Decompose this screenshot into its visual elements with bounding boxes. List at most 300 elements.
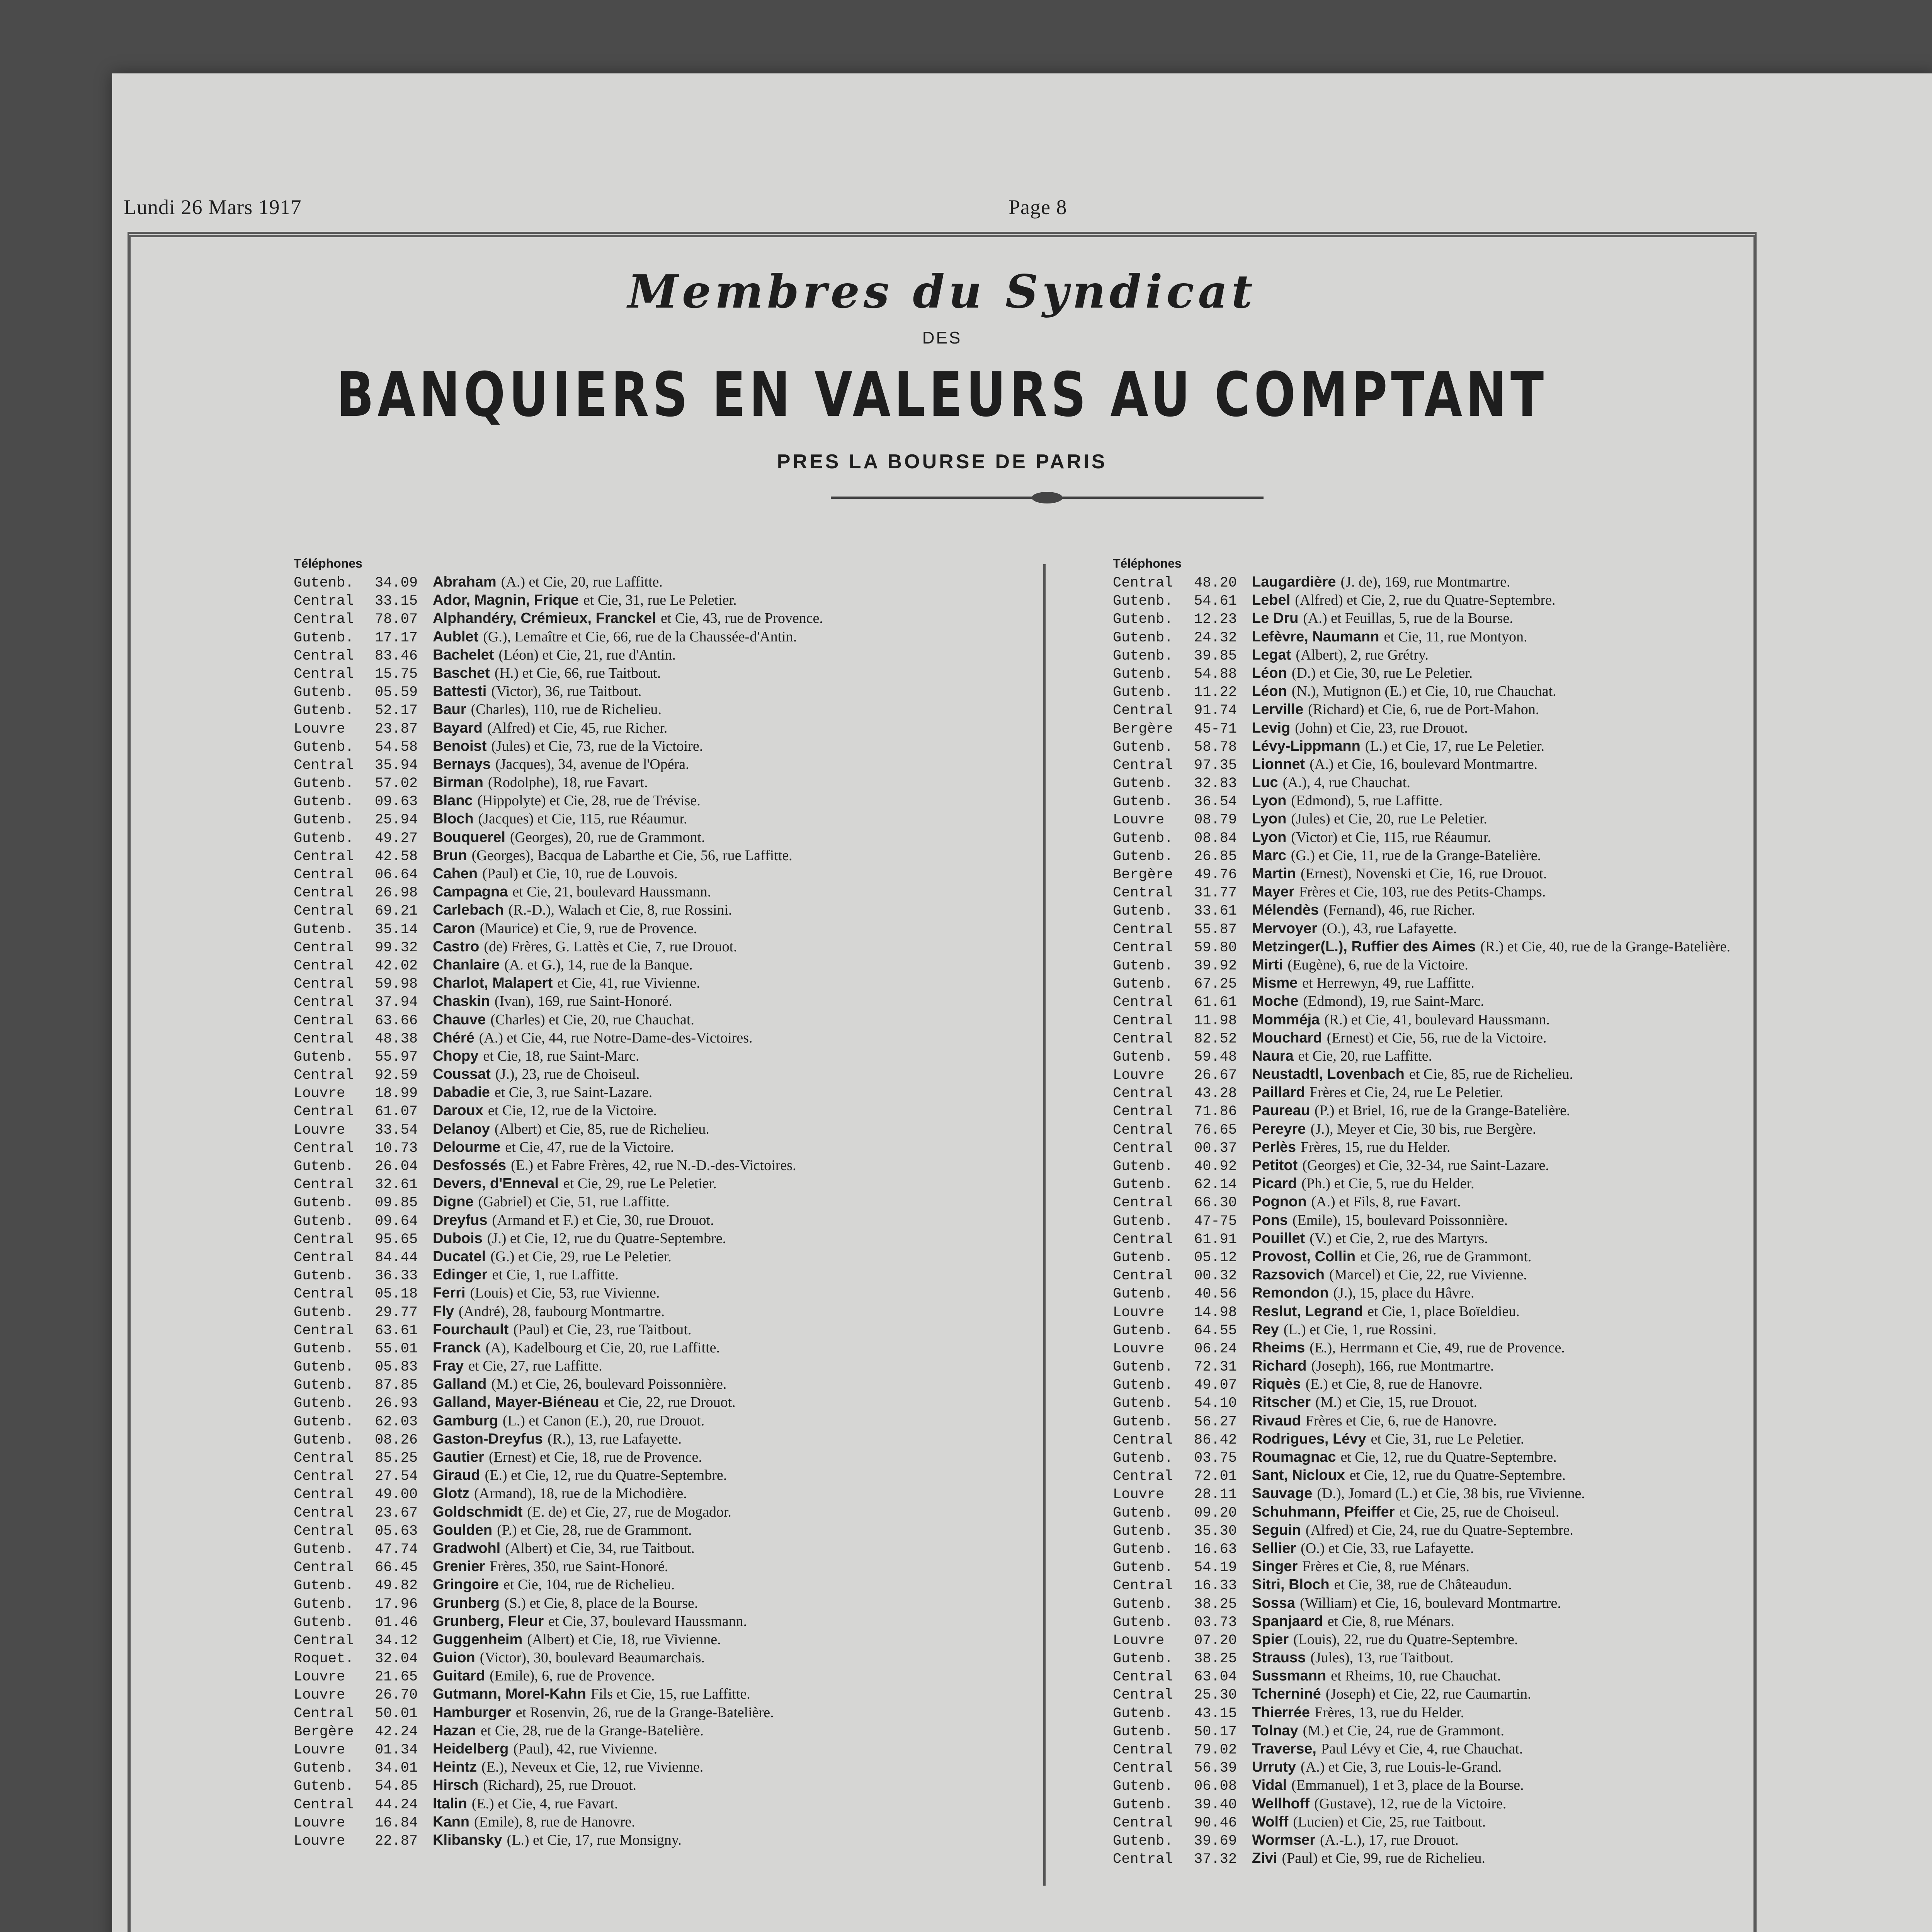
member-row <box>294 810 1036 828</box>
member-row <box>1113 1357 1762 1375</box>
member-address: et Cie, 8, rue Ménars. <box>1327 1613 1454 1629</box>
member-exchange: Central <box>294 593 354 610</box>
member-exchange: Gutenb. <box>294 1268 354 1284</box>
member-address: (Eugène), 6, rue de la Victoire. <box>1287 956 1468 973</box>
member-exchange: Gutenb. <box>294 794 354 810</box>
member-address: (L.) et Canon (E.), 20, rue Drouot. <box>502 1412 705 1429</box>
member-exchange: Gutenb. <box>1113 1560 1173 1576</box>
member-row <box>1113 646 1762 664</box>
member-name: Lévy-Lippmann <box>1252 738 1361 754</box>
member-phone-number: 16.84 <box>375 1815 418 1831</box>
member-address: (O.), 43, rue Lafayette. <box>1321 920 1457 937</box>
member-exchange: Gutenb. <box>1113 1596 1173 1612</box>
member-address: et Cie, 31, rue Le Peletier. <box>583 592 737 609</box>
member-row <box>1113 1795 1762 1813</box>
member-address: et Cie, 12, rue de la Victoire. <box>488 1102 657 1119</box>
member-phone-number: 06.24 <box>1194 1340 1237 1357</box>
member-address: (Jules) et Cie, 73, rue de la Victoire. <box>491 738 703 754</box>
member-address: (L.) et Cie, 17, rue Le Peletier. <box>1365 738 1545 754</box>
member-name: Neustadtl, Lovenbach <box>1252 1066 1405 1083</box>
member-address: (Ernest) et Cie, 18, rue de Provence. <box>489 1449 702 1465</box>
member-address: (Louis), 22, rue du Quatre-Septembre. <box>1293 1631 1518 1648</box>
member-name: Giraud <box>433 1467 480 1484</box>
member-address: Paul Lévy et Cie, 4, rue Chauchat. <box>1321 1741 1523 1757</box>
member-phone-number: 85.25 <box>375 1450 418 1466</box>
member-row <box>294 847 1036 865</box>
member-phone-number: 35.30 <box>1194 1523 1237 1539</box>
member-name: Dubois <box>433 1230 483 1247</box>
member-row <box>1113 573 1762 591</box>
member-name: Dabadie <box>433 1084 490 1101</box>
member-phone-number: 26.04 <box>375 1158 418 1175</box>
member-address: Frères et Cie, 6, rue de Hanovre. <box>1305 1412 1497 1429</box>
member-exchange: Central <box>294 1523 354 1539</box>
member-exchange: Gutenb. <box>1113 1614 1173 1631</box>
member-exchange: Central <box>1113 1140 1173 1156</box>
member-row <box>294 1485 1036 1503</box>
member-phone-number: 78.07 <box>375 611 418 628</box>
member-name: Heintz <box>433 1759 477 1776</box>
member-address: (A.) et Feuillas, 5, rue de la Bourse. <box>1303 610 1513 627</box>
member-address: (A.) et Cie, 16, boulevard Montmartre. <box>1310 756 1538 772</box>
member-phone-number: 54.85 <box>375 1778 418 1795</box>
member-row <box>294 1393 1036 1412</box>
member-name: Baschet <box>433 665 490 681</box>
member-row <box>294 1321 1036 1339</box>
member-row <box>294 1412 1036 1430</box>
member-address: Frères, 15, rue du Helder. <box>1301 1139 1451 1155</box>
member-phone-number: 47-75 <box>1194 1213 1237 1230</box>
member-name: Tcherniné <box>1252 1686 1321 1702</box>
member-row <box>294 1685 1036 1703</box>
member-phone-number: 42.02 <box>375 957 418 974</box>
member-exchange: Central <box>294 1468 354 1485</box>
member-row <box>1113 1758 1762 1776</box>
member-exchange: Roquet. <box>294 1651 354 1667</box>
member-exchange: Gutenb. <box>294 684 354 701</box>
member-row <box>1113 1266 1762 1284</box>
member-row <box>294 737 1036 755</box>
member-exchange: Gutenb. <box>1113 1177 1173 1193</box>
member-address: et Cie, 27, rue Laffitte. <box>468 1358 602 1374</box>
member-row <box>1113 1029 1762 1047</box>
member-address: (Alfred) et Cie, 24, rue du Quatre-Septembre. <box>1305 1522 1573 1538</box>
member-name: Wolff <box>1252 1813 1289 1830</box>
member-name: Aublet <box>433 628 479 645</box>
member-address: (A.), 4, rue Chauchat. <box>1282 774 1410 791</box>
member-phone-number: 17.96 <box>375 1596 418 1612</box>
member-phone-number: 54.10 <box>1194 1395 1237 1412</box>
member-exchange: Central <box>1113 1195 1173 1211</box>
member-name: Heidelberg <box>433 1741 509 1757</box>
member-exchange: Gutenb. <box>1113 794 1173 810</box>
member-address: (L.) et Cie, 1, rue Rossini. <box>1283 1321 1437 1338</box>
member-row <box>1113 701 1762 719</box>
member-row <box>1113 1740 1762 1758</box>
member-name: Lerville <box>1252 701 1304 718</box>
member-phone-number: 54.88 <box>1194 666 1237 682</box>
member-name: Kann <box>433 1813 469 1830</box>
member-exchange: Gutenb. <box>1113 1505 1173 1521</box>
member-address: et Cie, 31, rue Le Peletier. <box>1371 1430 1524 1447</box>
member-address: (E.) et Cie, 8, rue de Hanovre. <box>1305 1376 1483 1393</box>
member-address: et Cie, 29, rue Le Peletier. <box>563 1175 717 1192</box>
member-row <box>1113 1375 1762 1393</box>
member-phone-number: 90.46 <box>1194 1815 1237 1831</box>
member-exchange: Gutenb. <box>294 1213 354 1230</box>
member-address: (E.) et Fabre Frères, 42, rue N.-D.-des-Victoires. <box>511 1157 796 1173</box>
member-address: (Victor), 30, boulevard Beaumarchais. <box>480 1650 705 1666</box>
member-address: (R.) et Cie, 40, rue de la Grange-Batelière. <box>1480 938 1731 955</box>
member-row <box>1113 974 1762 992</box>
member-address: Frères, 13, rue du Helder. <box>1314 1704 1464 1721</box>
member-row <box>1113 719 1762 737</box>
member-exchange: Central <box>294 1231 354 1248</box>
member-row <box>294 901 1036 919</box>
member-row <box>1113 1321 1762 1339</box>
member-exchange: Central <box>1113 1669 1173 1685</box>
member-exchange: Gutenb. <box>294 776 354 792</box>
member-exchange: Gutenb. <box>1113 1213 1173 1230</box>
member-name: Wormser <box>1252 1832 1316 1848</box>
member-row <box>294 701 1036 719</box>
member-address: (Georges) et Cie, 32-34, rue Saint-Lazare. <box>1302 1157 1549 1173</box>
member-phone-number: 05.59 <box>375 684 418 701</box>
member-row <box>294 1466 1036 1485</box>
member-exchange: Gutenb. <box>294 629 354 646</box>
member-exchange: Bergère <box>1113 721 1173 737</box>
member-exchange: Louvre <box>294 1085 345 1102</box>
member-exchange: Gutenb. <box>1113 739 1173 755</box>
member-name: Bernays <box>433 756 491 772</box>
member-row <box>1113 1011 1762 1029</box>
member-address: (Albert), 2, rue Grétry. <box>1296 646 1429 663</box>
member-address: (A.) et Fils, 8, rue Favart. <box>1311 1194 1461 1210</box>
member-row <box>1113 737 1762 755</box>
member-address: (Paul) et Cie, 10, rue de Louvois. <box>482 866 678 882</box>
member-exchange: Gutenb. <box>1113 1651 1173 1667</box>
member-exchange: Gutenb. <box>1113 1778 1173 1795</box>
member-address: (D.) et Cie, 30, rue Le Peletier. <box>1291 665 1473 681</box>
member-name: Sant, Nicloux <box>1252 1467 1345 1484</box>
member-exchange: Bergère <box>1113 867 1173 883</box>
member-name: Legat <box>1252 646 1291 663</box>
member-address: (E.) et Cie, 4, rue Favart. <box>471 1795 618 1812</box>
member-name: Desfossés <box>433 1157 507 1173</box>
member-phone-number: 66.45 <box>375 1560 418 1576</box>
member-row <box>294 1156 1036 1175</box>
member-exchange: Gutenb. <box>1113 1705 1173 1722</box>
member-address: et Cie, 12, rue du Quatre-Septembre. <box>1340 1449 1557 1465</box>
member-exchange: Louvre <box>1113 1486 1165 1503</box>
member-exchange: Gutenb. <box>294 1413 354 1430</box>
member-exchange: Central <box>1113 994 1173 1011</box>
member-name: Vidal <box>1252 1777 1287 1794</box>
member-address: (Georges), 20, rue de Grammont. <box>510 829 705 845</box>
member-row <box>294 646 1036 664</box>
member-row <box>294 1303 1036 1321</box>
member-address: (E.), Neveux et Cie, 12, rue Vivienne. <box>481 1759 704 1776</box>
member-name: Sossa <box>1252 1595 1295 1611</box>
member-address: (Paul) et Cie, 99, rue de Richelieu. <box>1282 1850 1486 1867</box>
member-row <box>294 992 1036 1010</box>
member-name: Gradwohl <box>433 1540 501 1556</box>
member-row <box>294 1612 1036 1631</box>
member-name: Franck <box>433 1339 481 1356</box>
member-phone-number: 57.02 <box>375 776 418 792</box>
member-name: Fray <box>433 1358 464 1374</box>
member-address: Frères et Cie, 103, rue des Petits-Champs. <box>1299 884 1546 900</box>
members-right-column <box>1113 556 1762 1867</box>
member-name: Luc <box>1252 774 1278 791</box>
member-row <box>294 938 1036 956</box>
member-row <box>294 1503 1036 1521</box>
member-phone-number: 34.01 <box>375 1760 418 1777</box>
member-phone-number: 62.03 <box>375 1413 418 1430</box>
member-exchange: Central <box>1113 757 1173 774</box>
member-row <box>294 1011 1036 1029</box>
member-exchange: Gutenb. <box>294 1578 354 1594</box>
member-phone-number: 66.30 <box>1194 1195 1237 1211</box>
member-row <box>1113 628 1762 646</box>
member-row <box>1113 1303 1762 1321</box>
member-phone-number: 84.44 <box>375 1249 418 1266</box>
member-exchange: Gutenb. <box>294 1614 354 1631</box>
member-exchange: Central <box>1113 1578 1173 1594</box>
member-address: (Fernand), 46, rue Richer. <box>1323 902 1475 918</box>
member-exchange: Gutenb. <box>1113 1286 1173 1303</box>
member-phone-number: 33.15 <box>375 593 418 610</box>
member-row <box>294 1375 1036 1393</box>
member-name: Riquès <box>1252 1376 1301 1393</box>
column-divider <box>1043 564 1046 1886</box>
member-phone-number: 35.14 <box>375 921 418 938</box>
member-row <box>1113 1193 1762 1211</box>
member-address: (William) et Cie, 16, boulevard Montmartre. <box>1299 1595 1561 1611</box>
member-phone-number: 82.52 <box>1194 1031 1237 1047</box>
member-exchange: Gutenb. <box>294 1340 354 1357</box>
member-address: (P.) et Briel, 16, rue de la Grange-Batelière. <box>1314 1102 1570 1119</box>
member-address: (A), Kadelbourg et Cie, 20, rue Laffitte. <box>485 1339 720 1356</box>
member-row <box>294 1193 1036 1211</box>
member-phone-number: 34.12 <box>375 1632 418 1649</box>
member-address: et Rheims, 10, rue Chauchat. <box>1331 1668 1501 1684</box>
member-phone-number: 72.31 <box>1194 1359 1237 1376</box>
member-row <box>1113 901 1762 919</box>
member-exchange: Gutenb. <box>294 702 354 719</box>
member-name: Coussat <box>433 1066 491 1083</box>
member-address: et Cie, 22, rue Drouot. <box>604 1394 736 1411</box>
member-row <box>294 1704 1036 1722</box>
member-row <box>294 1631 1036 1649</box>
member-name: Ferri <box>433 1285 466 1301</box>
member-row <box>294 1667 1036 1685</box>
member-address: (John) et Cie, 23, rue Drouot. <box>1295 719 1468 736</box>
member-name: Chéré <box>433 1029 474 1046</box>
member-phone-number: 69.21 <box>375 903 418 920</box>
member-row <box>1113 1412 1762 1430</box>
member-address: (D.), Jomard (L.) et Cie, 38 bis, rue Vivienne. <box>1317 1485 1585 1502</box>
member-phone-number: 01.34 <box>375 1742 418 1758</box>
member-phone-number: 06.08 <box>1194 1778 1237 1795</box>
member-address: et Cie, 18, rue Saint-Marc. <box>483 1048 639 1064</box>
member-address: et Cie, 26, rue de Grammont. <box>1360 1248 1532 1265</box>
member-exchange: Central <box>1113 1122 1173 1138</box>
member-row <box>294 1083 1036 1102</box>
member-exchange: Central <box>294 1177 354 1193</box>
member-row <box>294 719 1036 737</box>
member-address: (Joseph), 166, rue Montmartre. <box>1311 1358 1494 1374</box>
member-exchange: Louvre <box>294 1122 345 1138</box>
member-row <box>294 1521 1036 1539</box>
member-address: Frères et Cie, 8, rue Ménars. <box>1302 1558 1469 1575</box>
member-exchange: Central <box>1113 1012 1173 1029</box>
member-address: et Cie, 11, rue Montyon. <box>1384 628 1527 645</box>
member-address: et Cie, 38, rue de Châteaudun. <box>1334 1577 1512 1593</box>
member-address: (Emile), 6, rue de Provence. <box>490 1668 655 1684</box>
member-exchange: Louvre <box>294 1815 345 1831</box>
member-row <box>1113 1248 1762 1266</box>
member-row <box>294 1594 1036 1612</box>
member-row <box>1113 1831 1762 1849</box>
member-row <box>1113 1631 1762 1649</box>
member-phone-number: 12.23 <box>1194 611 1237 628</box>
member-name: Naura <box>1252 1048 1294 1064</box>
member-name: Strauss <box>1252 1650 1306 1666</box>
member-name: Klibansky <box>433 1832 502 1848</box>
member-phone-number: 49.07 <box>1194 1377 1237 1394</box>
member-row <box>1113 1594 1762 1612</box>
member-row <box>294 1029 1036 1047</box>
member-row <box>294 609 1036 628</box>
member-name: Devers, d'Enneval <box>433 1175 559 1192</box>
member-row <box>294 1758 1036 1776</box>
member-address: (J.) et Cie, 12, rue du Quatre-Septembre. <box>487 1230 726 1247</box>
member-exchange: Louvre <box>1113 1632 1165 1649</box>
member-phone-number: 11.22 <box>1194 684 1237 701</box>
member-phone-number: 61.07 <box>375 1104 418 1120</box>
member-address: (Edmond), 5, rue Laffitte. <box>1291 793 1443 809</box>
member-phone-number: 49.27 <box>375 830 418 847</box>
member-name: Thierrée <box>1252 1704 1310 1721</box>
member-name: Paillard <box>1252 1084 1305 1101</box>
member-exchange: Central <box>294 757 354 774</box>
member-phone-number: 55.01 <box>375 1340 418 1357</box>
member-exchange: Louvre <box>294 721 345 737</box>
member-name: Léon <box>1252 665 1287 681</box>
member-name: Sellier <box>1252 1540 1296 1556</box>
member-exchange: Central <box>294 1031 354 1047</box>
member-phone-number: 48.38 <box>375 1031 418 1047</box>
member-name: Laugardière <box>1252 574 1336 590</box>
member-address: (Georges), Bacqua de Labarthe et Cie, 56, rue Laffitte. <box>471 847 793 864</box>
member-name: Le Dru <box>1252 610 1299 627</box>
member-phone-number: 95.65 <box>375 1231 418 1248</box>
member-exchange: Gutenb. <box>1113 957 1173 974</box>
member-name: Reslut, Legrand <box>1252 1303 1363 1320</box>
member-row <box>294 755 1036 774</box>
member-exchange: Gutenb. <box>1113 1359 1173 1376</box>
member-row <box>1113 810 1762 828</box>
member-row <box>294 1102 1036 1120</box>
member-name: Caron <box>433 920 475 937</box>
member-phone-number: 42.24 <box>375 1723 418 1740</box>
member-exchange: Gutenb. <box>294 739 354 755</box>
member-exchange: Central <box>294 1486 354 1503</box>
member-exchange: Central <box>294 939 354 956</box>
member-exchange: Central <box>1113 885 1173 901</box>
member-address: (Marcel) et Cie, 22, rue Vivienne. <box>1329 1267 1527 1283</box>
member-name: Rheims <box>1252 1339 1305 1356</box>
member-exchange: Central <box>294 1632 354 1649</box>
member-exchange: Central <box>294 1796 354 1813</box>
member-exchange: Gutenb. <box>1113 976 1173 993</box>
member-address: (Louis) et Cie, 53, rue Vivienne. <box>470 1285 660 1301</box>
member-phone-number: 17.17 <box>375 629 418 646</box>
member-row <box>294 1539 1036 1558</box>
member-phone-number: 56.39 <box>1194 1760 1237 1777</box>
member-address: et Rosenvin, 26, rue de la Grange-Batelière. <box>515 1704 774 1721</box>
member-name: Baur <box>433 701 466 718</box>
member-phone-number: 76.65 <box>1194 1122 1237 1138</box>
member-address: (S.) et Cie, 8, place de la Bourse. <box>504 1595 698 1611</box>
member-name: Glotz <box>433 1485 469 1502</box>
member-exchange: Central <box>294 1322 354 1339</box>
member-address: (G.) et Cie, 29, rue Le Peletier. <box>490 1248 672 1265</box>
member-name: Razsovich <box>1252 1267 1325 1283</box>
member-exchange: Central <box>294 1249 354 1266</box>
member-name: Misme <box>1252 975 1298 992</box>
member-exchange: Central <box>294 903 354 920</box>
member-exchange: Gutenb. <box>1113 611 1173 628</box>
member-exchange: Central <box>294 611 354 628</box>
member-phone-number: 05.63 <box>375 1523 418 1539</box>
member-name: Roumagnac <box>1252 1449 1336 1465</box>
member-address: (Jacques), 34, avenue de l'Opéra. <box>495 756 689 772</box>
member-exchange: Central <box>1113 921 1173 938</box>
member-phone-number: 22.87 <box>375 1833 418 1849</box>
member-phone-number: 63.04 <box>1194 1669 1237 1685</box>
member-exchange: Gutenb. <box>1113 1322 1173 1339</box>
member-address: (Albert) et Cie, 18, rue Vivienne. <box>527 1631 721 1648</box>
member-exchange: Central <box>294 885 354 901</box>
member-exchange: Central <box>294 1450 354 1466</box>
member-name: Grenier <box>433 1558 485 1575</box>
member-phone-number: 11.98 <box>1194 1012 1237 1029</box>
member-row <box>1113 1065 1762 1083</box>
member-name: Lebel <box>1252 592 1291 609</box>
member-exchange: Central <box>1113 702 1173 719</box>
member-name: Brun <box>433 847 467 864</box>
member-row <box>294 1138 1036 1156</box>
member-phone-number: 83.46 <box>375 648 418 664</box>
member-address: (R.-D.), Walach et Cie, 8, rue Rossini. <box>508 902 732 918</box>
member-phone-number: 27.54 <box>375 1468 418 1485</box>
member-exchange: Gutenb. <box>294 812 354 828</box>
member-address: (Joseph) et Cie, 22, rue Caumartin. <box>1325 1686 1531 1702</box>
member-phone-number: 92.59 <box>375 1067 418 1084</box>
member-row <box>1113 956 1762 974</box>
member-name: Remondon <box>1252 1285 1329 1301</box>
member-name: Fourchault <box>433 1321 509 1338</box>
member-exchange: Gutenb. <box>294 1158 354 1175</box>
member-phone-number: 71.86 <box>1194 1104 1237 1120</box>
member-phone-number: 37.94 <box>375 994 418 1011</box>
member-address: (Jacques) et Cie, 115, rue Réaumur. <box>478 811 687 827</box>
member-phone-number: 15.75 <box>375 666 418 682</box>
member-phone-number: 44.24 <box>375 1796 418 1813</box>
member-phone-number: 08.79 <box>1194 812 1237 828</box>
